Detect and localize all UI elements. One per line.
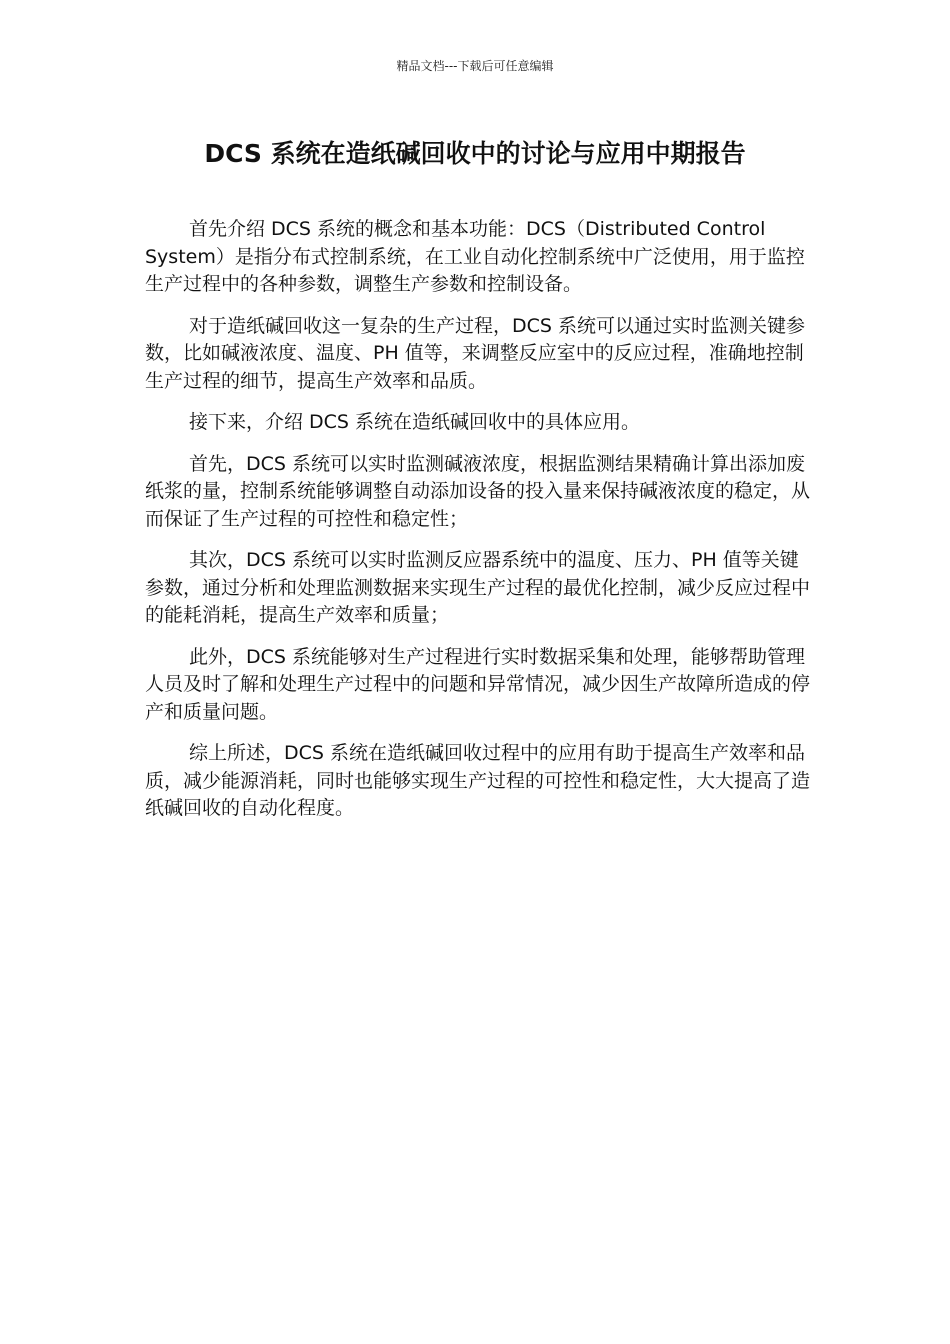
paragraph-second-point: 其次，DCS 系统可以实时监测反应器系统中的温度、压力、PH 值等关键参数，通过分析和处理监测数据来实现生产过程的最优化控制，减少反应过程中的能耗消耗，提高生产效率和质量； (145, 549, 811, 626)
paragraph-intro: 首先介绍 DCS 系统的概念和基本功能：DCS（Distributed Control System）是指分布式控制系统，在工业自动化控制系统中广泛使用，用于监控生产过程中的各种参数，调整生产参数和控制设备。 (145, 218, 805, 295)
page-header: 精品文档---下载后可任意编辑 (396, 59, 554, 73)
paragraph-transition: 接下来，介绍 DCS 系统在造纸碱回收中的具体应用。 (189, 411, 641, 433)
document-title: DCS 系统在造纸碱回收中的讨论与应用中期报告 (204, 139, 746, 168)
paragraph-process: 对于造纸碱回收这一复杂的生产过程，DCS 系统可以通过实时监测关键参数，比如碱液浓度、温度、PH 值等，来调整反应室中的反应过程，准确地控制生产过程的细节，提高生产效率和品质。 (145, 314, 805, 392)
paragraph-conclusion: 综上所述，DCS 系统在造纸碱回收过程中的应用有助于提高生产效率和品质，减少能源消耗，同时也能够实现生产过程的可控性和稳定性，大大提高了造纸碱回收的自动化程度。 (145, 742, 811, 819)
document-body (145, 216, 810, 837)
paragraph-third-point: 此外，DCS 系统能够对生产过程进行实时数据采集和处理，能够帮助管理人员及时了解和处理生产过程中的问题和异常情况，减少因生产故障所造成的停产和质量问题。 (145, 645, 811, 723)
paragraph-first-point: 首先，DCS 系统可以实时监测碱液浓度，根据监测结果精确计算出添加废纸浆的量，控制系统能够调整自动添加设备的投入量来保持碱液浓度的稳定，从而保证了生产过程的可控性和稳定性； (145, 452, 811, 530)
